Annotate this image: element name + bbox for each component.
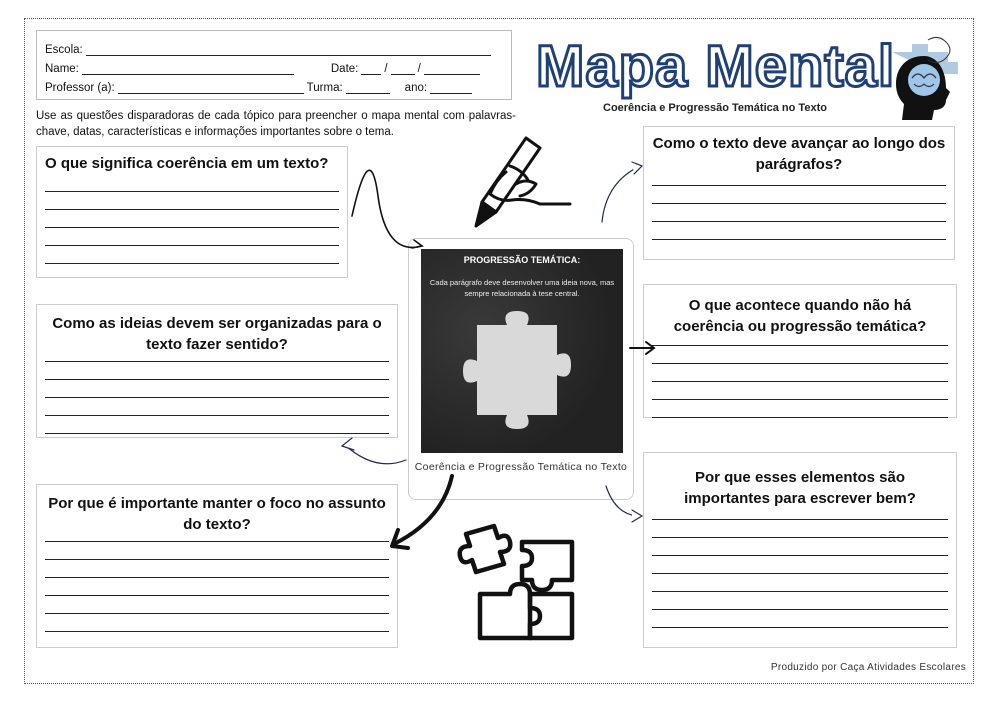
instructions: Use as questões disparadoras de cada tópico para preencher o mapa mental com palavras-chave, datas, características e informações importantes sobre o tema. bbox=[36, 110, 516, 138]
question-text: Como as ideias devem ser organizadas para o texto fazer sentido? bbox=[52, 315, 382, 353]
name-label: Name: bbox=[45, 63, 79, 75]
year-label: ano: bbox=[404, 82, 428, 94]
teacher-label: Professor (a): bbox=[45, 82, 115, 94]
question-text: Por que esses elementos são importantes para escrever bem? bbox=[684, 469, 916, 507]
image-text: Cada parágrafo deve desenvolver uma ideia nova, mas sempre relacionada à tese central. bbox=[429, 278, 615, 298]
date-label: Date: bbox=[330, 63, 359, 75]
footer-credit: Produzido por Caça Atividades Escolares bbox=[770, 662, 966, 673]
question-text: O que acontece quando não há coerência ou progressão temática? bbox=[673, 297, 927, 335]
date-separator: / bbox=[417, 63, 421, 75]
class-label: Turma: bbox=[306, 82, 343, 94]
date-separator: / bbox=[384, 63, 388, 75]
question-text: Como o texto deve avançar ao longo dos parágrafos? bbox=[652, 135, 946, 173]
question-text: Por que é importante manter o foco no assunto do texto? bbox=[48, 495, 386, 533]
page-subtitle: Coerência e Progressão Temática no Texto bbox=[603, 102, 827, 114]
center-caption: Coerência e Progressão Temática no Texto bbox=[414, 461, 628, 473]
school-label: Escola: bbox=[45, 44, 83, 56]
page-title: Mapa Mental bbox=[536, 34, 896, 99]
question-text: O que significa coerência em um texto? bbox=[45, 155, 329, 172]
image-heading: PROGRESSÃO TEMÁTICA: bbox=[463, 255, 581, 265]
